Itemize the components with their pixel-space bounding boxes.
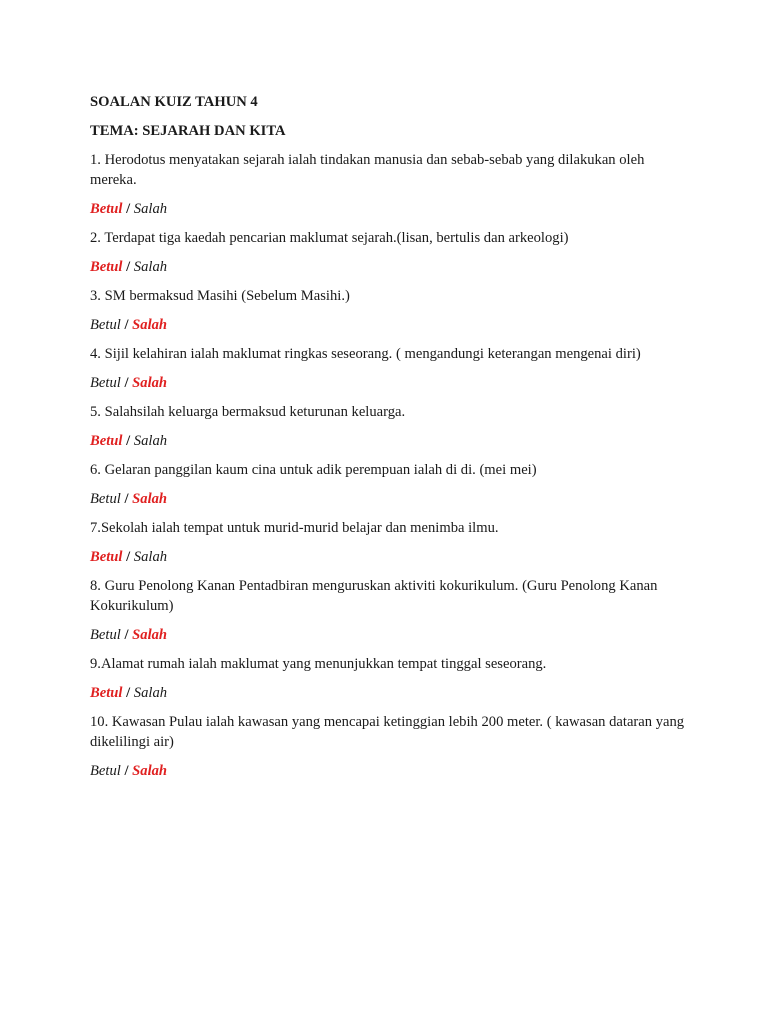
document-theme: TEMA: SEJARAH DAN KITA xyxy=(90,123,286,139)
question-text: 6. Gelaran panggilan kaum cina untuk adik perempuan ialah di di. (mei mei) xyxy=(90,462,537,478)
answer-option-betul: Betul xyxy=(90,549,123,565)
question-text: 1. Herodotus menyatakan sejarah ialah tindakan manusia dan sebab-sebab yang dilakukan oleh mereka. xyxy=(90,152,645,188)
answer-separator: / xyxy=(122,685,134,701)
answer-option-salah: Salah xyxy=(133,549,168,565)
document-title: SOALAN KUIZ TAHUN 4 xyxy=(90,94,258,110)
answer-options xyxy=(90,431,690,451)
answer-options xyxy=(90,761,690,781)
question-text: 9.Alamat rumah ialah maklumat yang menunjukkan tempat tinggal seseorang. xyxy=(90,656,547,672)
question-text: 7.Sekolah ialah tempat untuk murid-murid belajar dan menimba ilmu. xyxy=(90,520,499,536)
answer-options xyxy=(90,315,690,335)
document-page xyxy=(90,92,690,790)
question-text: 4. Sijil kelahiran ialah maklumat ringkas seseorang. ( mengandungi keterangan mengenai diri) xyxy=(90,346,641,362)
answer-option-betul: Betul xyxy=(90,375,121,391)
answer-option-betul: Betul xyxy=(90,433,123,449)
answer-option-betul: Betul xyxy=(90,491,121,507)
answer-option-salah: Salah xyxy=(132,491,168,507)
answer-option-betul: Betul xyxy=(90,259,123,275)
answer-options xyxy=(90,257,690,277)
answer-separator: / xyxy=(122,433,134,449)
question-text: 2. Terdapat tiga kaedah pencarian maklumat sejarah.(lisan, bertulis dan arkeologi) xyxy=(90,230,569,246)
answer-options xyxy=(90,683,690,703)
answer-options xyxy=(90,199,690,219)
answer-option-salah: Salah xyxy=(132,763,168,779)
answer-option-salah: Salah xyxy=(132,375,168,391)
answer-options xyxy=(90,625,690,645)
answer-options xyxy=(90,547,690,567)
answer-option-salah: Salah xyxy=(133,433,168,449)
answer-options xyxy=(90,373,690,393)
answer-separator: / xyxy=(120,375,133,391)
answer-option-betul: Betul xyxy=(90,763,121,779)
answer-separator: / xyxy=(122,201,134,217)
answer-separator: / xyxy=(122,259,134,275)
answer-option-salah: Salah xyxy=(133,685,168,701)
answer-option-salah: Salah xyxy=(132,627,168,643)
answer-separator: / xyxy=(120,491,133,507)
answer-option-betul: Betul xyxy=(90,201,123,217)
answer-separator: / xyxy=(120,627,133,643)
answer-option-salah: Salah xyxy=(133,201,168,217)
answer-separator: / xyxy=(120,317,133,333)
question-list xyxy=(90,150,690,781)
answer-option-salah: Salah xyxy=(132,317,168,333)
answer-option-betul: Betul xyxy=(90,627,121,643)
question-text: 3. SM bermaksud Masihi (Sebelum Masihi.) xyxy=(90,288,350,304)
answer-separator: / xyxy=(120,763,133,779)
question-text: 10. Kawasan Pulau ialah kawasan yang mencapai ketinggian lebih 200 meter. ( kawasan dataran yang dikelilingi air) xyxy=(90,714,685,750)
question-text: 5. Salahsilah keluarga bermaksud keturunan keluarga. xyxy=(90,404,406,420)
answer-option-betul: Betul xyxy=(90,685,123,701)
answer-separator: / xyxy=(122,549,134,565)
answer-option-betul: Betul xyxy=(90,317,121,333)
answer-options xyxy=(90,489,690,509)
answer-option-salah: Salah xyxy=(133,259,168,275)
question-text: 8. Guru Penolong Kanan Pentadbiran menguruskan aktiviti kokurikulum. (Guru Penolong Kanan Kokurikulum) xyxy=(90,578,658,614)
